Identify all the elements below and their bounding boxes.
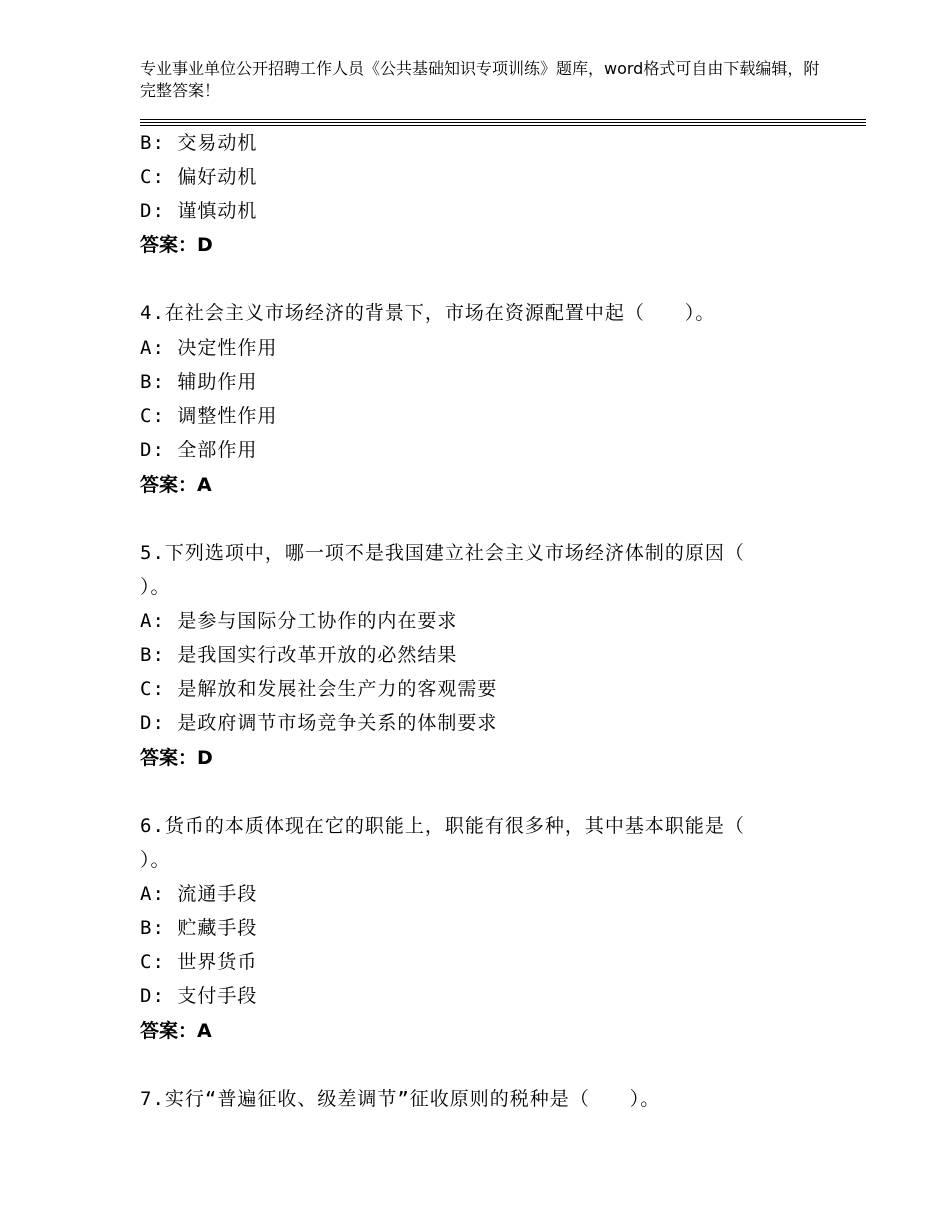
q6-text-line2: ）。 [140,849,171,871]
header-rule-1 [140,119,866,120]
q5-option-b: B: 是我国实行改革开放的必然结果 [140,644,458,666]
q5-answer: 答案：D [140,747,213,769]
q4-option-a: A: 决定性作用 [140,337,278,359]
page-header: 专业事业单位公开招聘工作人员《公共基础知识专项训练》题库，word格式可自由下载编辑，附完整答案！ [140,59,820,100]
q5-option-d: D: 是政府调节市场竞争关系的体制要求 [140,712,498,734]
prev-answer: 答案：D [140,234,213,256]
q4-option-b: B: 辅助作用 [140,371,258,393]
q4-answer: 答案：A [140,474,212,496]
prev-option-b: B: 交易动机 [140,132,258,154]
q5-option-c: C: 是解放和发展社会生产力的客观需要 [140,678,498,700]
q6-text-line1: 6.货币的本质体现在它的职能上，职能有很多种，其中基本职能是（ [140,815,745,837]
header-rule-3 [140,125,866,126]
q4-option-d: D: 全部作用 [140,439,258,461]
q5-text-line2: ）。 [140,576,171,598]
q4-text: 4.在社会主义市场经济的背景下，市场在资源配置中起（ ）。 [140,302,716,324]
q6-option-a: A: 流通手段 [140,883,258,905]
q6-option-b: B: 贮藏手段 [140,917,258,939]
prev-option-c: C: 偏好动机 [140,166,258,188]
q5-text-line1: 5.下列选项中，哪一项不是我国建立社会主义市场经济体制的原因（ [140,542,745,564]
prev-option-d: D: 谨慎动机 [140,200,258,222]
q4-option-c: C: 调整性作用 [140,405,278,427]
q5-option-a: A: 是参与国际分工协作的内在要求 [140,610,458,632]
q7-text: 7.实行“普遍征收、级差调节”征收原则的税种是（ ）。 [140,1088,661,1110]
q6-option-d: D: 支付手段 [140,985,258,1007]
q6-answer: 答案：A [140,1020,212,1042]
q6-option-c: C: 世界货币 [140,951,258,973]
header-rule-2 [140,122,866,123]
